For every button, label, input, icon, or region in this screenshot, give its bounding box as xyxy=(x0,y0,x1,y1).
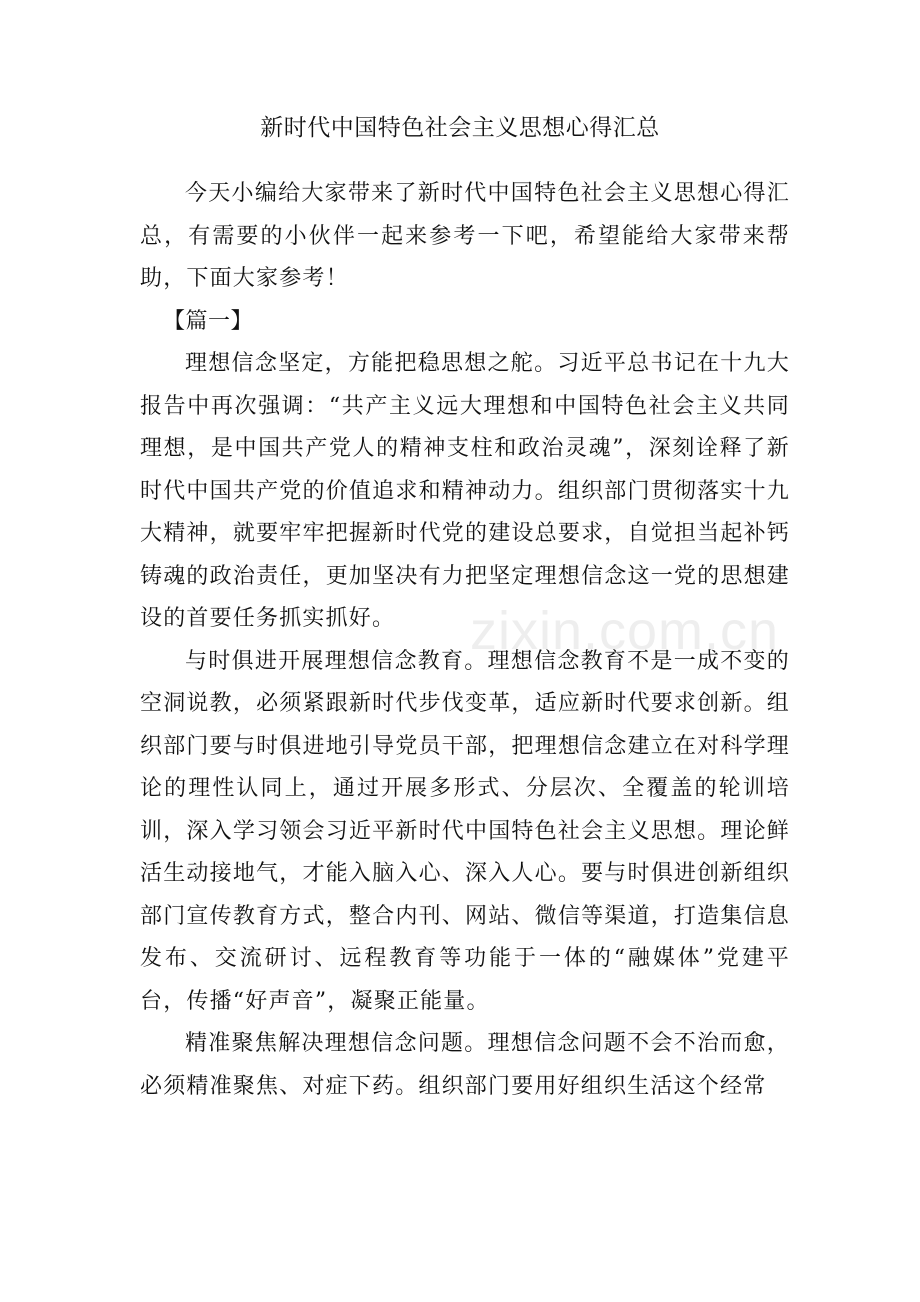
document-body xyxy=(140,173,790,1108)
body-paragraph-3: 精准聚焦解决理想信念问题。理想信念问题不会不治而愈，必须精准聚焦、对症下药。组织部门要用好组织生活这个经常 xyxy=(140,1031,790,1099)
document-title: 新时代中国特色社会主义思想心得汇总 xyxy=(260,115,660,141)
intro-paragraph: 今天小编给大家带来了新时代中国特色社会主义思想心得汇总，有需要的小伙伴一起来参考一下吧，希望能给大家带来帮助，下面大家参考！ xyxy=(140,181,790,291)
body-paragraph-1: 理想信念坚定，方能把稳思想之舵。习近平总书记在十九大报告中再次强调：“共产主义远大理想和中国特色社会主义共同理想，是中国共产党人的精神支柱和政治灵魂”，深刻诠释了新时代中国共产党的价值追求和精神动力。组织部门贯彻落实十九大精神，就要牢牢把握新时代党的建设总要求，自觉担当起补钙铸魂的政治责任，更加坚决有力把坚定理想信念这一党的思想建设的首要任务抓实抓好。 xyxy=(140,351,790,631)
section-label: 【篇一】 xyxy=(163,308,254,334)
watermark: zixin.com.cn xyxy=(470,601,780,661)
body-paragraph-2: 与时俱进开展理想信念教育。理想信念教育不是一成不变的空洞说教，必须紧跟新时代步伐变革，适应新时代要求创新。组织部门要与时俱进地引导党员干部，把理想信念建立在对科学理论的理性认同上，通过开展多形式、分层次、全覆盖的轮训培训，深入学习领会习近平新时代中国特色社会主义思想。理论鲜活生动接地气，才能入脑入心、深入人心。要与时俱进创新组织部门宣传教育方式，整合内刊、网站、微信等渠道，打造集信息发布、交流研讨、远程教育等功能于一体的“融媒体”党建平台，传播“好声音”，凝聚正能量。 xyxy=(140,648,790,1014)
